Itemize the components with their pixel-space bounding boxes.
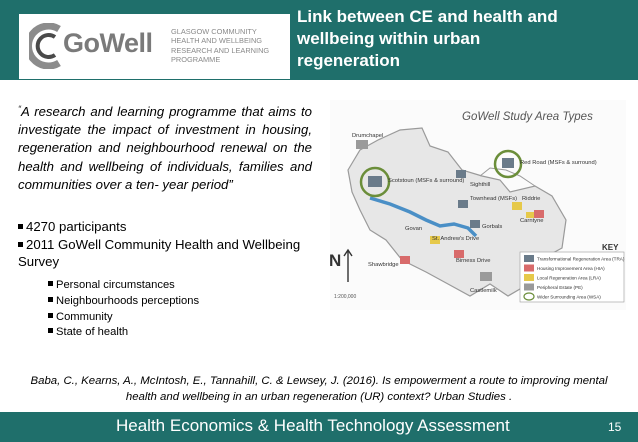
pe-area-marker [480,272,492,281]
sub-bullet-list [48,278,318,341]
slide-title-line: regeneration [297,51,400,70]
citation-reference: Baba, C., Kearns, A., McIntosh, E., Tannahill, C. & Lewsey, J. (2016). Is empowerment a route to improving mental health and wellbeing in an urban regeneration (UR) context? Urban Studies . [30,375,608,403]
map-place-label: Gorbals [482,224,503,230]
bullet-item [18,218,318,236]
sub-bullet-text: Community [56,310,113,323]
footer-bar [0,412,638,442]
logo-subtitle-line: GLASGOW COMMUNITY [171,27,257,36]
north-arrow-icon [330,250,352,282]
slide-title-line: wellbeing within urban [297,29,481,48]
sub-bullet-text: Neighbourhoods perceptions [56,294,200,307]
sub-bullet-item [48,278,318,294]
slide-number: 15 [608,420,622,434]
map-title: GoWell Study Area Types [462,111,593,123]
key-swatch-lra [524,274,534,281]
bullet-text: 2011 GoWell Community Health and Wellbeing Survey [18,236,301,269]
hia-area-marker [400,256,410,264]
bullet-item [18,236,318,271]
map-place-label: St. Andrew's Drive [432,236,480,242]
map-place-label: Riddrie [522,196,541,202]
map-place-label: Townhead (MSFs) [470,196,518,202]
key-item-label: Wider Surrounding Area (WSA) [537,294,601,300]
map-place-label: Birness Drive [456,258,491,264]
map-key-title: KEY [602,243,619,252]
map-place-label: Govan [405,226,423,232]
pe-area-marker [356,140,368,149]
bullet-square-icon [18,224,23,229]
bullet-square-icon [18,242,23,247]
hia-area-marker [454,250,464,258]
main-bullet-list [18,218,318,271]
tra-area-marker [458,200,468,208]
bullet-square-icon [48,313,53,318]
slide-title-line: Link between CE and health and [297,7,558,26]
map-place-label: Shawbridge [368,262,399,268]
key-item-label: Housing Improvement Area (HIA) [537,266,605,271]
sub-bullet-item [48,294,318,310]
map-place-label: Scotstoun (MSFs & surround) [388,178,465,184]
lra-area-marker [512,202,522,210]
quote-text: A research and learning programme that aims to investigate the impact of investment in housing, regeneration and neighbourhood renewal on the health and wellbeing of individuals, families and communities over a ten- year period” [18,104,312,192]
map-place-label: Sighthill [470,182,491,188]
map-graphic [330,100,626,310]
bullet-square-icon [48,297,53,302]
sub-bullet-item [48,325,318,341]
key-swatch-pe [524,284,534,291]
logo-wordmark: GoWell [63,28,153,58]
sub-bullet-item [48,310,318,326]
tra-area-marker [470,220,480,228]
footer-title: Health Economics & Health Technology Assessment [116,416,510,435]
map-place-label: Red Road (MSFs & surround) [520,160,597,166]
tra-area-marker [456,170,466,178]
key-swatch-tra [524,255,534,262]
bullet-text: 4270 participants [26,219,127,234]
sub-bullet-text: Personal circumstances [56,279,175,291]
bullet-square-icon [48,328,53,333]
map-place-label: Carntyne [520,218,544,224]
bullet-square-icon [48,281,53,286]
hia-area-marker [534,210,544,218]
quote-open-mark: “ [18,104,21,114]
tra-area-marker [368,176,382,187]
sub-bullet-text: State of health [56,326,129,339]
gowell-logo-mark-icon [29,23,63,69]
logo-subtitle-line: HEALTH AND WELLBEING [171,36,263,46]
tra-area-marker [502,158,514,168]
key-item-label: Transformational Regeneration Area (TRA) [537,256,625,262]
map-place-label: Castlemilk [470,288,497,294]
header-banner [0,0,638,80]
key-item-label: Local Regeneration Area (LRA) [537,275,601,281]
programme-quote [18,100,312,194]
key-swatch-hia [524,265,534,272]
logo-subtitle-line: RESEARCH AND LEARNING [171,45,270,55]
map-scale: 1:200,000 [334,294,357,300]
logo-subtitle-line: PROGRAMME [171,54,221,64]
gowell-logo [19,14,290,79]
study-area-map [330,100,626,310]
slide-title [297,6,632,72]
map-place-label: Drumchapel [352,133,384,139]
key-item-label: Peripheral Estate (PE) [537,285,583,290]
logo-subtitle [171,27,289,64]
north-label: N [330,251,342,270]
